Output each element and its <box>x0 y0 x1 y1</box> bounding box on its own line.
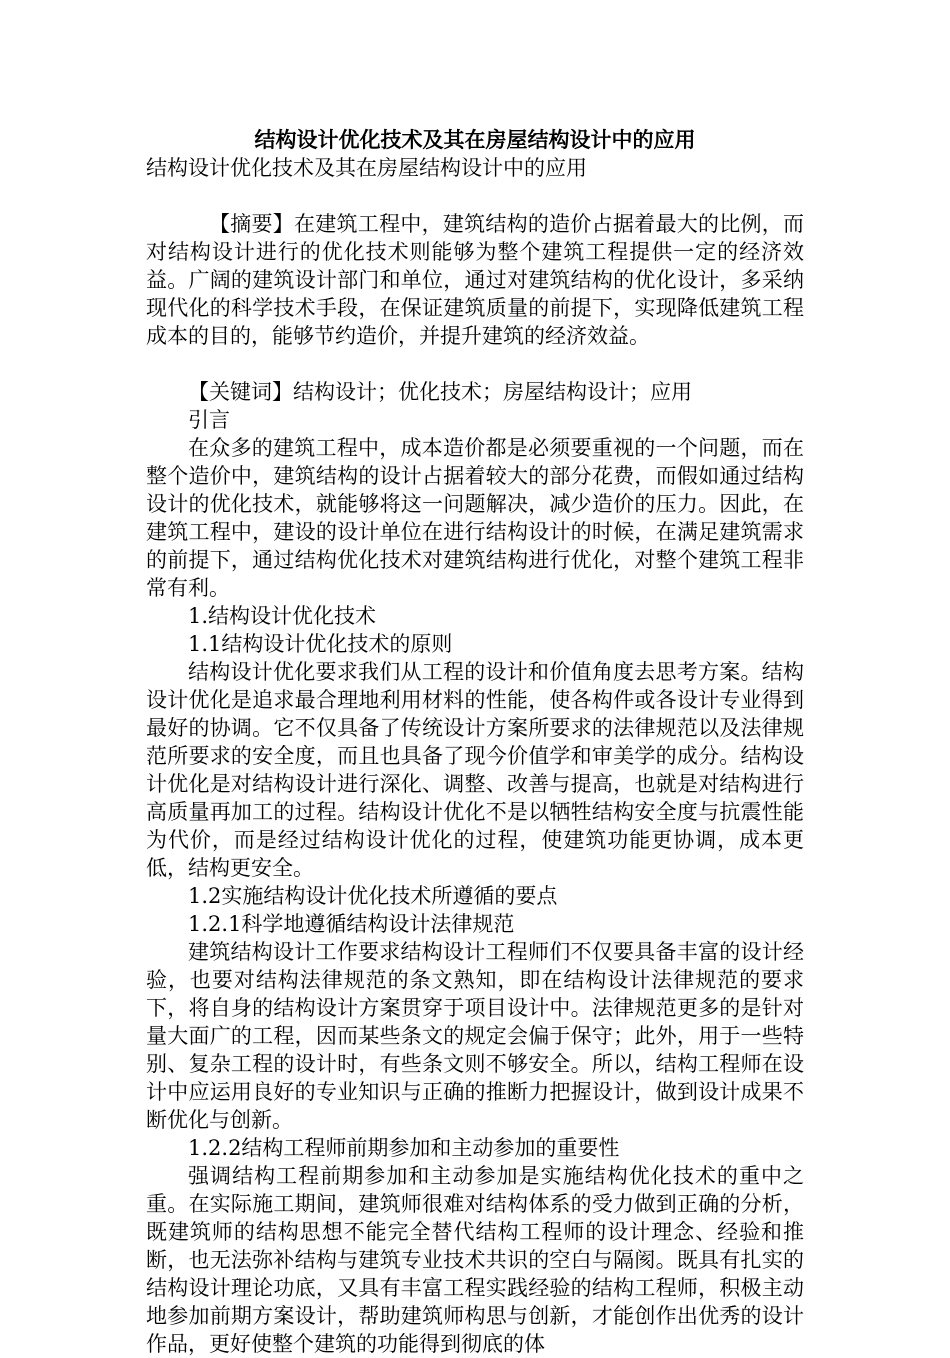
document-title: 结构设计优化技术及其在房屋结构设计中的应用 <box>254 128 696 152</box>
section-heading-1: 1.结构设计优化技术 <box>188 604 377 628</box>
intro-heading: 引言 <box>188 408 230 432</box>
blank-line <box>146 350 804 378</box>
abstract-paragraph: 【摘要】在建筑工程中，建筑结构的造价占据着最大的比例，而对结构设计进行的优化技术则能够为整个建筑工程提供一定的经济效益。广阔的建筑设计部门和单位，通过对建筑结构的优化设计，多采纳现代化的科学技术手段，在保证建筑质量的前提下，实现降低建筑工程成本的目的，能够节约造价，并提升建筑的经济效益。 <box>146 212 804 348</box>
section-heading-1-2: 1.2实施结构设计优化技术所遵循的要点 <box>188 884 558 908</box>
keywords-line: 【关键词】结构设计；优化技术；房屋结构设计；应用 <box>188 380 692 404</box>
section-heading-1-2-1: 1.2.1科学地遵循结构设计法律规范 <box>188 912 515 936</box>
section-heading-1-2-2: 1.2.2结构工程师前期参加和主动参加的重要性 <box>188 1136 620 1160</box>
section-1-1-paragraph: 结构设计优化要求我们从工程的设计和价值角度去思考方案。结构设计优化是追求最合理地利用材料的性能，使各构件或各设计专业得到最好的协调。它不仅具备了传统设计方案所要求的法律规范以及法律规范所要求的安全度，而且也具备了现今价值学和审美学的成分。结构设计优化是对结构设计进行深化、调整、改善与提高，也就是对结构进行高质量再加工的过程。结构设计优化不是以牺牲结构安全度与抗震性能为代价，而是经过结构设计优化的过程，使建筑功能更协调，成本更低，结构更安全。 <box>146 660 804 880</box>
blank-line <box>146 182 804 210</box>
intro-paragraph: 在众多的建筑工程中，成本造价都是必须要重视的一个问题，而在整个造价中，建筑结构的设计占据着较大的部分花费，而假如通过结构设计的优化技术，就能够将这一问题解决，减少造价的压力。因此，在建筑工程中，建设的设计单位在进行结构设计的时候，在满足建筑需求的前提下，通过结构优化技术对建筑结构进行优化，对整个建筑工程非常有利。 <box>146 436 804 600</box>
document-subtitle: 结构设计优化技术及其在房屋结构设计中的应用 <box>146 156 587 180</box>
section-1-2-2-paragraph: 强调结构工程前期参加和主动参加是实施结构优化技术的重中之重。在实际施工期间，建筑师很难对结构体系的受力做到正确的分析，既建筑师的结构思想不能完全替代结构工程师的设计理念、经验和推断，也无法弥补结构与建筑专业技术共识的空白与隔阂。既具有扎实的结构设计理论功底，又具有丰富工程实践经验的结构工程师，积极主动地参加前期方案设计，帮助建筑师构思与创新，才能创作出优秀的设计作品，更好使整个建筑的功能得到彻底的体 <box>146 1164 804 1356</box>
section-1-2-1-paragraph: 建筑结构设计工作要求结构设计工程师们不仅要具备丰富的设计经验，也要对结构法律规范的条文熟知，即在结构设计法律规范的要求下，将自身的结构设计方案贯穿于项目设计中。法律规范更多的是针对量大面广的工程，因而某些条文的规定会偏于保守；此外，用于一些特别、复杂工程的设计时，有些条文则不够安全。所以，结构工程师在设计中应运用良好的专业知识与正确的推断力把握设计，做到设计成果不断优化与创新。 <box>146 940 804 1132</box>
section-heading-1-1: 1.1结构设计优化技术的原则 <box>188 632 453 656</box>
